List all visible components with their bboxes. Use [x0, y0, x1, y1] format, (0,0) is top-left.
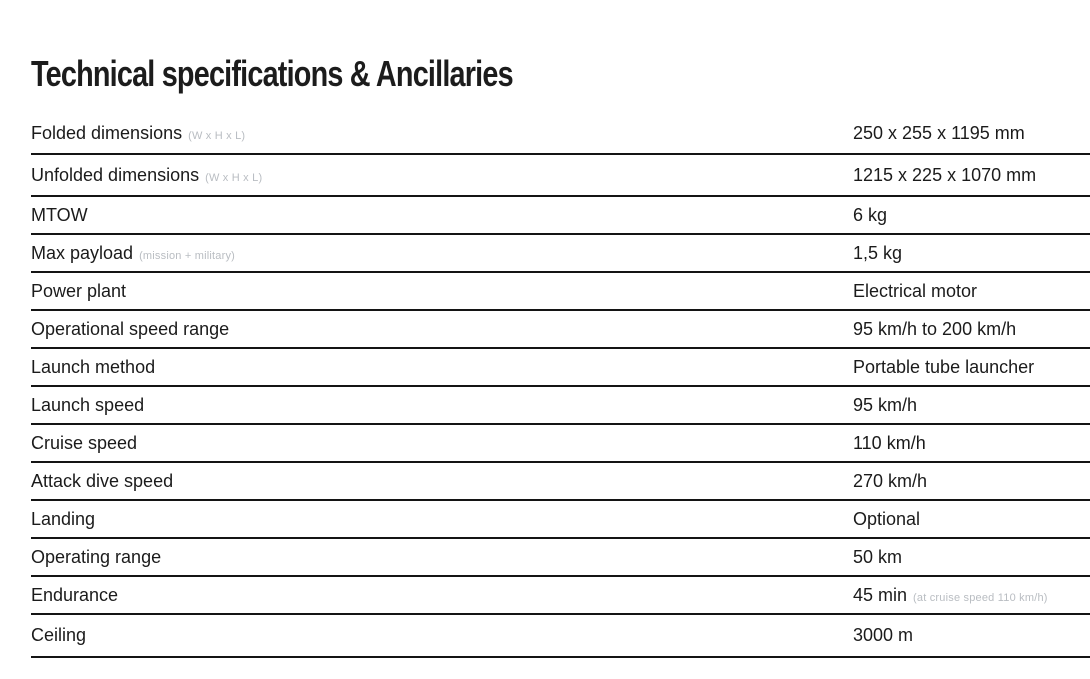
spec-value-cell: [853, 625, 1090, 646]
spec-label-cell: [31, 165, 853, 186]
spec-value-cell: [853, 243, 1090, 264]
spec-label: Operating range: [31, 546, 162, 567]
spec-label-note: (W x H x L): [205, 171, 263, 184]
spec-label-cell: [31, 123, 853, 144]
spec-label: Power plant: [31, 280, 127, 301]
spec-value: 6 kg: [853, 204, 888, 225]
spec-label-cell: [31, 243, 853, 264]
spec-value: 45 min: [853, 584, 908, 605]
table-row: [31, 577, 1090, 615]
spec-value-cell: [853, 319, 1090, 340]
spec-label: Landing: [31, 508, 96, 529]
page-title: Technical specifications & Ancillaries: [31, 53, 513, 95]
spec-label: Ceiling: [31, 625, 87, 645]
spec-label: Unfolded dimensions: [31, 164, 200, 185]
spec-label: Attack dive speed: [31, 470, 174, 491]
spec-label-cell: [31, 471, 853, 492]
spec-label-cell: [31, 357, 853, 378]
spec-value: Electrical motor: [853, 280, 978, 301]
spec-label-cell: [31, 509, 853, 530]
spec-label-cell: [31, 585, 853, 606]
table-row: [31, 539, 1090, 577]
spec-value: 95 km/h: [853, 394, 918, 415]
spec-label: Cruise speed: [31, 432, 138, 453]
spec-value: 1215 x 225 x 1070 mm: [853, 164, 1037, 185]
spec-label-cell: [31, 319, 853, 340]
spec-value-cell: [853, 357, 1090, 378]
spec-label: Folded dimensions: [31, 122, 183, 143]
table-row: [31, 387, 1090, 425]
spec-value: Optional: [853, 508, 921, 529]
spec-value: 250 x 255 x 1195 mm: [853, 122, 1025, 143]
spec-value: 3000 m: [853, 625, 914, 645]
table-row: [31, 155, 1090, 197]
spec-value-note: (at cruise speed 110 km/h): [913, 591, 1048, 604]
table-row: [31, 197, 1090, 235]
table-row: [31, 113, 1090, 155]
spec-value-cell: [853, 205, 1090, 226]
spec-value: 95 km/h to 200 km/h: [853, 318, 1017, 339]
spec-label-cell: [31, 395, 853, 416]
spec-label: Launch method: [31, 356, 156, 377]
spec-value-cell: [853, 471, 1090, 492]
spec-value-cell: [853, 123, 1090, 144]
spec-label: Endurance: [31, 584, 119, 605]
spec-value: 110 km/h: [853, 432, 926, 453]
table-row: [31, 425, 1090, 463]
spec-value-cell: [853, 281, 1090, 302]
spec-value: 50 km: [853, 546, 903, 567]
table-row: [31, 235, 1090, 273]
spec-value: 270 km/h: [853, 470, 928, 491]
spec-table: [31, 113, 1090, 658]
table-row: [31, 501, 1090, 539]
spec-label-cell: [31, 205, 853, 226]
spec-label-cell: [31, 547, 853, 568]
spec-value-cell: [853, 509, 1090, 530]
spec-label: MTOW: [31, 204, 88, 225]
table-row: [31, 273, 1090, 311]
spec-label-cell: [31, 433, 853, 454]
spec-value-cell: [853, 395, 1090, 416]
spec-label-cell: [31, 281, 853, 302]
spec-value-cell: [853, 433, 1090, 454]
spec-value-cell: [853, 547, 1090, 568]
spec-value: 1,5 kg: [853, 242, 903, 263]
spec-label-note: (W x H x L): [188, 129, 246, 142]
spec-label-cell: [31, 625, 853, 646]
table-row: [31, 615, 1090, 658]
spec-label-note: (mission + military): [139, 249, 236, 262]
table-row: [31, 463, 1090, 501]
table-row: [31, 311, 1090, 349]
spec-value-cell: [853, 585, 1090, 606]
spec-value-cell: [853, 165, 1090, 186]
table-row: [31, 349, 1090, 387]
spec-label: Max payload: [31, 242, 134, 263]
spec-value: Portable tube launcher: [853, 356, 1035, 377]
spec-label: Launch speed: [31, 394, 145, 415]
spec-label: Operational speed range: [31, 318, 230, 339]
